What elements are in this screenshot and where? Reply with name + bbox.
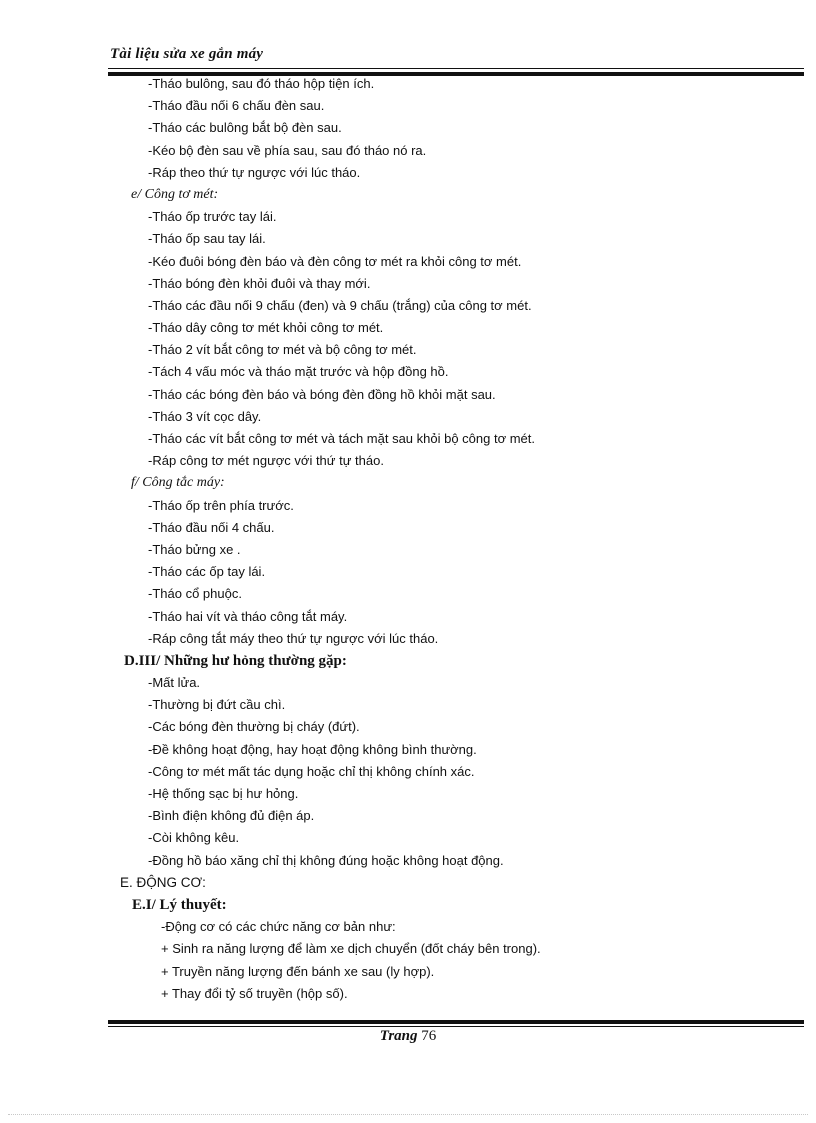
list-item: -Tháo bulông, sau đó tháo hộp tiện ích. <box>148 76 375 91</box>
list-item: -Công tơ mét mất tác dụng hoặc chỉ thị không chính xác. <box>148 763 475 779</box>
list-item: -Mất lửa. <box>148 675 201 691</box>
subsection-heading-speedometer: e/ Công tơ mét: <box>131 186 219 202</box>
list-item: -Tháo các vít bắt công tơ mét và tách mặt sau khỏi bộ công tơ mét. <box>148 431 536 446</box>
list-item: -Tháo bửng xe . <box>148 541 241 557</box>
list-item: -Tháo các bóng đèn báo và bóng đèn đồng hồ khỏi mặt sau. <box>148 386 496 402</box>
list-item: -Tháo ốp trên phía trước. <box>148 497 294 513</box>
list-item: -Ráp công tơ mét ngược với thứ tự tháo. <box>148 453 384 469</box>
list-item: -Ráp công tắt máy theo thứ tự ngược với lúc tháo. <box>148 630 439 646</box>
list-item: -Còi không kêu. <box>148 830 240 846</box>
footer-rule-bottom <box>108 1026 804 1027</box>
list-item: + Truyền năng lượng đến bánh xe sau (ly hợp). <box>161 963 435 979</box>
list-item: -Tháo ốp sau tay lái. <box>148 231 266 247</box>
list-item: -Kéo bộ đèn sau về phía sau, sau đó tháo nó ra. <box>148 142 427 158</box>
document-header-title: Tài liệu sửa xe gắn máy <box>110 46 264 62</box>
list-item: -Kéo đuôi bóng đèn báo và đèn công tơ mét ra khỏi công tơ mét. <box>148 253 522 269</box>
list-item: -Tháo bóng đèn khỏi đuôi và thay mới. <box>148 275 371 291</box>
list-item: -Bình điện không đủ điện áp. <box>148 808 315 824</box>
section-heading-theory: E.I/ Lý thuyết: <box>132 896 227 913</box>
page-number: 76 <box>421 1028 437 1044</box>
footer-rule-top <box>108 1020 804 1024</box>
section-heading-common-faults: D.III/ Những hư hỏng thường gặp: <box>124 652 347 669</box>
list-item: -Tháo 2 vít bắt công tơ mét và bộ công tơ mét. <box>148 342 417 358</box>
list-item: + Sinh ra năng lượng để làm xe dịch chuyển (đốt cháy bên trong). <box>161 941 541 957</box>
list-item: -Tháo hai vít và tháo công tắt máy. <box>148 608 348 624</box>
header-rule-top <box>108 68 804 69</box>
list-item: -Tháo các ốp tay lái. <box>148 564 266 580</box>
list-item: -Tháo các bulông bắt bộ đèn sau. <box>148 120 342 136</box>
page-footer <box>0 1028 816 1045</box>
list-item: + Thay đổi tỷ số truyền (hộp số). <box>161 985 348 1001</box>
list-item: -Đồng hồ báo xăng chỉ thị không đúng hoặc không hoạt động. <box>148 852 504 868</box>
list-item: -Tháo đầu nối 6 chấu đèn sau. <box>148 98 325 114</box>
page-content <box>0 73 816 1005</box>
list-item: -Tháo 3 vít cọc dây. <box>148 408 262 424</box>
list-item: -Động cơ có các chức năng cơ bản như: <box>161 919 396 935</box>
list-item: -Tháo đầu nối 4 chấu. <box>148 519 275 535</box>
list-item: -Tháo ốp trước tay lái. <box>148 209 277 225</box>
page-label: Trang <box>379 1028 418 1044</box>
list-item: -Đề không hoạt động, hay hoạt động không bình thường. <box>148 741 477 757</box>
list-item: -Ráp theo thứ tự ngược với lúc tháo. <box>148 164 361 180</box>
chapter-heading-engine: E. ĐỘNG CƠ: <box>120 874 206 890</box>
list-item: -Hệ thống sạc bị hư hỏng. <box>148 786 299 801</box>
list-item: -Tháo các đầu nối 9 chấu (đen) và 9 chấu (trắng) của công tơ mét. <box>148 297 532 313</box>
list-item: -Các bóng đèn thường bị cháy (đứt). <box>148 719 360 735</box>
list-item: -Tháo dây công tơ mét khỏi công tơ mét. <box>148 320 384 336</box>
list-item: -Thường bị đứt cầu chì. <box>148 697 286 713</box>
list-item: -Tách 4 vấu móc và tháo mặt trước và hộp đồng hồ. <box>148 364 449 380</box>
page-edge-divider <box>8 1114 808 1115</box>
list-item: -Tháo cổ phuộc. <box>148 586 242 602</box>
subsection-heading-ignition-switch: f/ Công tắc máy: <box>131 475 225 491</box>
